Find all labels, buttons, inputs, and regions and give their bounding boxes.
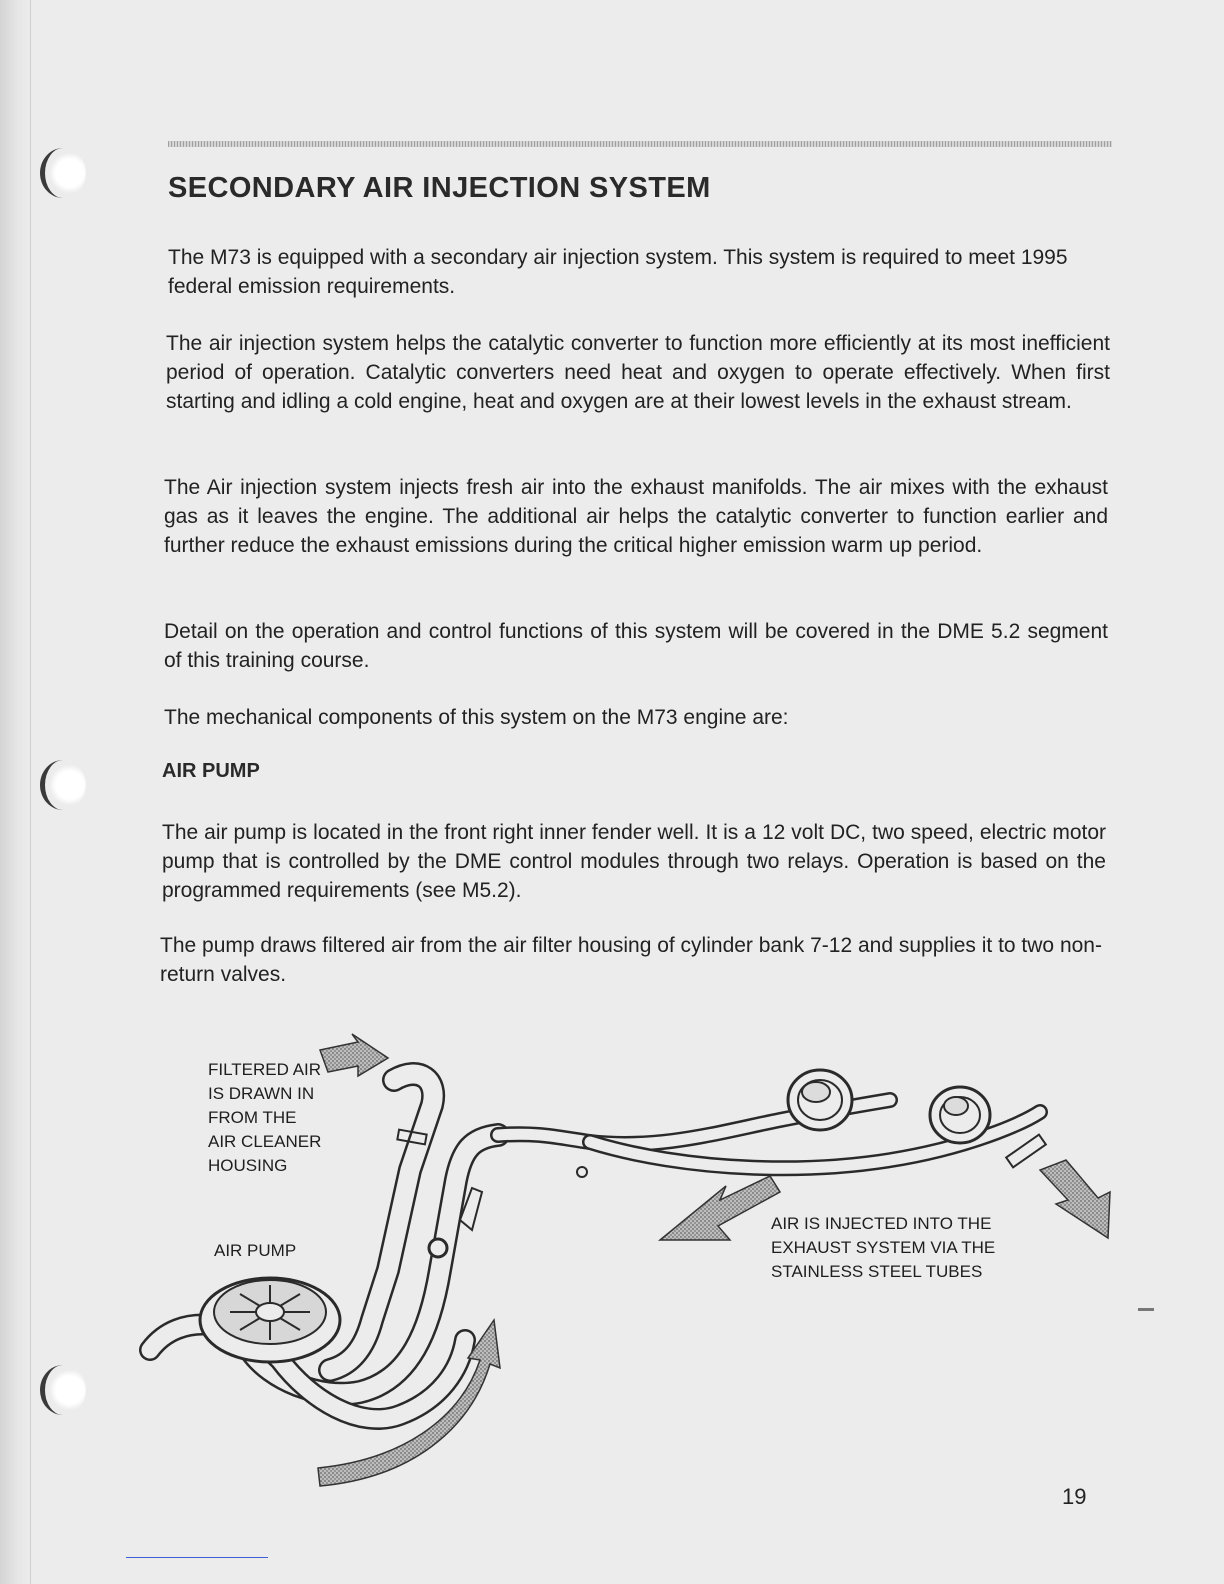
callout-filtered-line-5: HOUSING bbox=[208, 1156, 288, 1175]
non-return-valve-2 bbox=[930, 1087, 990, 1143]
non-return-valve-1 bbox=[788, 1070, 852, 1130]
callout-filtered-line-2: IS DRAWN IN bbox=[208, 1084, 315, 1103]
callout-injected-line-2: EXHAUST SYSTEM VIA THE bbox=[771, 1238, 996, 1257]
callout-injected-line-1: AIR IS INJECTED INTO THE bbox=[771, 1214, 992, 1233]
page-title: SECONDARY AIR INJECTION SYSTEM bbox=[168, 172, 711, 204]
callout-filtered-air bbox=[208, 1058, 378, 1178]
header-rule bbox=[168, 141, 1112, 147]
paragraph-intro: The M73 is equipped with a secondary air injection system. This system is required to meet 1995 federal emission requirements. bbox=[168, 246, 1068, 298]
callout-air-pump: AIR PUMP bbox=[214, 1241, 297, 1260]
paragraph-components: The mechanical components of this system on the M73 engine are: bbox=[164, 706, 789, 729]
punch-hole-middle bbox=[40, 760, 86, 810]
section-heading-air-pump: AIR PUMP bbox=[162, 760, 260, 782]
paragraph-air-pump-location: The air pump is located in the front right inner fender well. It is a 12 volt DC, two speed, electric motor pump that is controlled by the DME control modules through two relays. Operation is based on the programmed requirements (see M5.2). bbox=[162, 821, 1106, 902]
page-binding-edge bbox=[0, 0, 31, 1584]
paragraph-injection: The Air injection system injects fresh air into the exhaust manifolds. The air mixes with the exhaust gas as it leaves the engine. The additional air helps the catalytic converter to function earlier and further reduce the exhaust emissions during the critical higher emission warm up period. bbox=[164, 476, 1108, 557]
footer-link-rule bbox=[126, 1557, 268, 1558]
callout-filtered-line-3: FROM THE bbox=[208, 1108, 297, 1127]
outlet-arrow-left bbox=[660, 1176, 780, 1240]
callout-air-injected bbox=[771, 1212, 1091, 1284]
paragraph-air-pump-draws: The pump draws filtered air from the air filter housing of cylinder bank 7-12 and supplies it to two non-return valves. bbox=[160, 934, 1102, 986]
paragraph-catalytic: The air injection system helps the catalytic converter to function more efficiently at its most inefficient period of operation. Catalytic converters need heat and oxygen to operate effectively. When first starting and idling a cold engine, heat and oxygen are at their lowest levels in the exhaust stream. bbox=[166, 332, 1110, 413]
callout-filtered-line-4: AIR CLEANER bbox=[208, 1132, 322, 1151]
callout-filtered-line-1: FILTERED AIR bbox=[208, 1060, 322, 1079]
punch-hole-bottom bbox=[40, 1365, 86, 1415]
punch-hole-top bbox=[40, 148, 86, 198]
air-pump-body bbox=[200, 1278, 340, 1362]
page-number: 19 bbox=[1062, 1484, 1087, 1509]
callout-injected-line-3: STAINLESS STEEL TUBES bbox=[771, 1262, 983, 1281]
paragraph-detail: Detail on the operation and control functions of this system will be covered in the DME 5.2 segment of this training course. bbox=[164, 620, 1108, 672]
margin-mark bbox=[1138, 1308, 1154, 1311]
